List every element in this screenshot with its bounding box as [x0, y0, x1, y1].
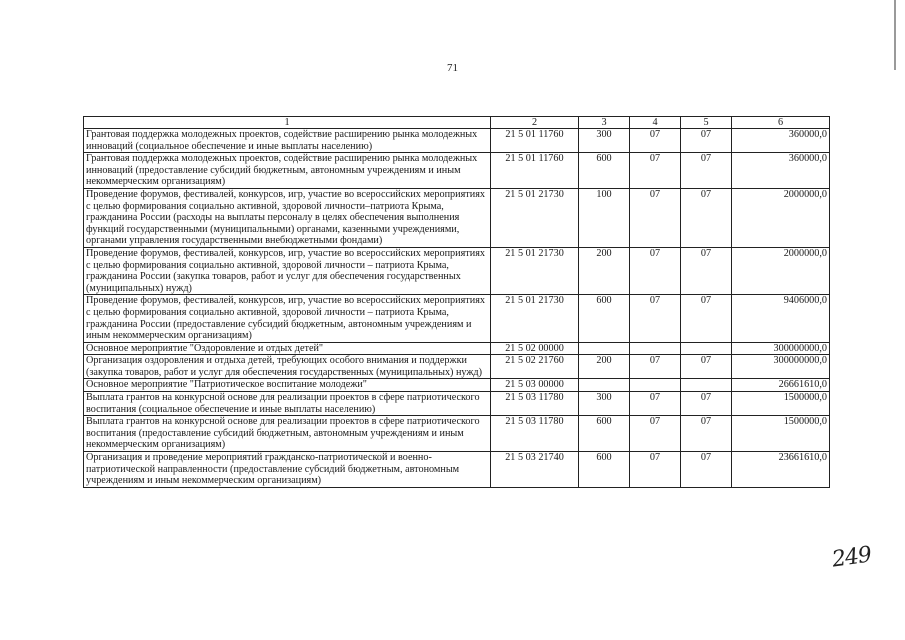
row-col5: 07 — [681, 452, 732, 488]
row-col3: 100 — [579, 188, 630, 247]
row-col5: 07 — [681, 153, 732, 189]
row-code: 21 5 01 21730 — [491, 295, 579, 342]
row-col5: 07 — [681, 295, 732, 342]
row-col3: 600 — [579, 153, 630, 189]
row-col5: 07 — [681, 129, 732, 153]
table-row — [84, 153, 830, 189]
row-col4: 07 — [630, 295, 681, 342]
row-col5 — [681, 342, 732, 355]
table-row — [84, 342, 830, 355]
row-col4: 07 — [630, 416, 681, 452]
row-name: Основное мероприятие "Патриотическое воспитание молодежи" — [84, 379, 491, 392]
row-col3: 600 — [579, 452, 630, 488]
row-amount: 1500000,0 — [732, 392, 830, 416]
column-header: 6 — [732, 117, 830, 129]
row-col5: 07 — [681, 188, 732, 247]
row-amount: 23661610,0 — [732, 452, 830, 488]
row-code: 21 5 03 00000 — [491, 379, 579, 392]
row-col3: 600 — [579, 416, 630, 452]
column-header: 1 — [84, 117, 491, 129]
row-col4 — [630, 342, 681, 355]
row-amount: 300000000,0 — [732, 342, 830, 355]
row-amount: 26661610,0 — [732, 379, 830, 392]
row-col3: 300 — [579, 392, 630, 416]
column-header: 3 — [579, 117, 630, 129]
row-col4 — [630, 379, 681, 392]
table-row — [84, 392, 830, 416]
row-amount: 9406000,0 — [732, 295, 830, 342]
budget-table — [83, 116, 830, 488]
row-amount: 2000000,0 — [732, 188, 830, 247]
table-row — [84, 188, 830, 247]
row-name: Грантовая поддержка молодежных проектов, содействие расширению рынка молодежных инноваций (предоставление субсидий бюджетным, автономным учреждениям и иным некоммерческим организациям) — [84, 153, 491, 189]
row-name: Проведение форумов, фестивалей, конкурсов, игр, участие во всероссийских мероприятиях с целью формирования социально активной, здоровой личности – патриота Крыма, гражданина России (предоставление субсидий бюджетным, автономным учреждениям и иным некоммерческим организациям) — [84, 295, 491, 342]
row-code: 21 5 01 11760 — [491, 153, 579, 189]
handwritten-page-number: 249 — [830, 542, 873, 573]
row-code: 21 5 02 21760 — [491, 355, 579, 379]
row-code: 21 5 02 00000 — [491, 342, 579, 355]
scan-edge-mark — [894, 0, 896, 70]
table-row — [84, 452, 830, 488]
row-col3: 200 — [579, 355, 630, 379]
column-header: 2 — [491, 117, 579, 129]
row-col3: 300 — [579, 129, 630, 153]
row-name: Организация и проведение мероприятий гражданско-патриотической и военно-патриотической направленности (предоставление субсидий бюджетным, автономным учреждениям и иным некоммерческим организациям) — [84, 452, 491, 488]
row-col3 — [579, 379, 630, 392]
row-col4: 07 — [630, 247, 681, 294]
row-code: 21 5 03 11780 — [491, 416, 579, 452]
row-code: 21 5 01 11760 — [491, 129, 579, 153]
row-amount: 2000000,0 — [732, 247, 830, 294]
table-row — [84, 379, 830, 392]
column-header: 4 — [630, 117, 681, 129]
row-col5: 07 — [681, 355, 732, 379]
row-code: 21 5 01 21730 — [491, 188, 579, 247]
row-name: Выплата грантов на конкурсной основе для реализации проектов в сфере патриотического воспитания (предоставление субсидий бюджетным, автономным учреждениям и иным некоммерческим организациям) — [84, 416, 491, 452]
table-row — [84, 295, 830, 342]
row-name: Основное мероприятие "Оздоровление и отдых детей" — [84, 342, 491, 355]
row-col5: 07 — [681, 392, 732, 416]
row-name: Выплата грантов на конкурсной основе для реализации проектов в сфере патриотического воспитания (социальное обеспечение и иные выплаты населению) — [84, 392, 491, 416]
row-col3 — [579, 342, 630, 355]
row-col5: 07 — [681, 247, 732, 294]
row-amount: 360000,0 — [732, 153, 830, 189]
row-col4: 07 — [630, 188, 681, 247]
row-col5 — [681, 379, 732, 392]
row-col4: 07 — [630, 355, 681, 379]
row-name: Грантовая поддержка молодежных проектов, содействие расширению рынка молодежных инноваций (социальное обеспечение и иные выплаты населению) — [84, 129, 491, 153]
table-row — [84, 355, 830, 379]
table-row — [84, 416, 830, 452]
column-header: 5 — [681, 117, 732, 129]
row-col3: 200 — [579, 247, 630, 294]
row-code: 21 5 03 21740 — [491, 452, 579, 488]
row-col4: 07 — [630, 452, 681, 488]
row-code: 21 5 03 11780 — [491, 392, 579, 416]
row-col5: 07 — [681, 416, 732, 452]
table-header-row — [84, 117, 830, 129]
row-name: Проведение форумов, фестивалей, конкурсов, игр, участие во всероссийских мероприятиях с целью формирования социально активной, здоровой личности – патриота Крыма, гражданина России (закупка товаров, работ и услуг для обеспечения государственных (муниципальных) нужд) — [84, 247, 491, 294]
row-amount: 1500000,0 — [732, 416, 830, 452]
row-col4: 07 — [630, 129, 681, 153]
table-row — [84, 129, 830, 153]
table-row — [84, 247, 830, 294]
row-col3: 600 — [579, 295, 630, 342]
row-code: 21 5 01 21730 — [491, 247, 579, 294]
page-number: 71 — [447, 62, 458, 74]
row-name: Организация оздоровления и отдыха детей, требующих особого внимания и поддержки (закупка товаров, работ и услуг для обеспечения государственных (муниципальных) нужд) — [84, 355, 491, 379]
row-col4: 07 — [630, 392, 681, 416]
row-col4: 07 — [630, 153, 681, 189]
row-amount: 360000,0 — [732, 129, 830, 153]
row-amount: 300000000,0 — [732, 355, 830, 379]
row-name: Проведение форумов, фестивалей, конкурсов, игр, участие во всероссийских мероприятиях с целью формирования социально активной, здоровой личности–патриота Крыма, гражданина России (расходы на выплаты персоналу в целях обеспечения выполнения функций государственными (муниципальными) органами, казенными учреждениями, органами управления государственными внебюджетными фондами) — [84, 188, 491, 247]
